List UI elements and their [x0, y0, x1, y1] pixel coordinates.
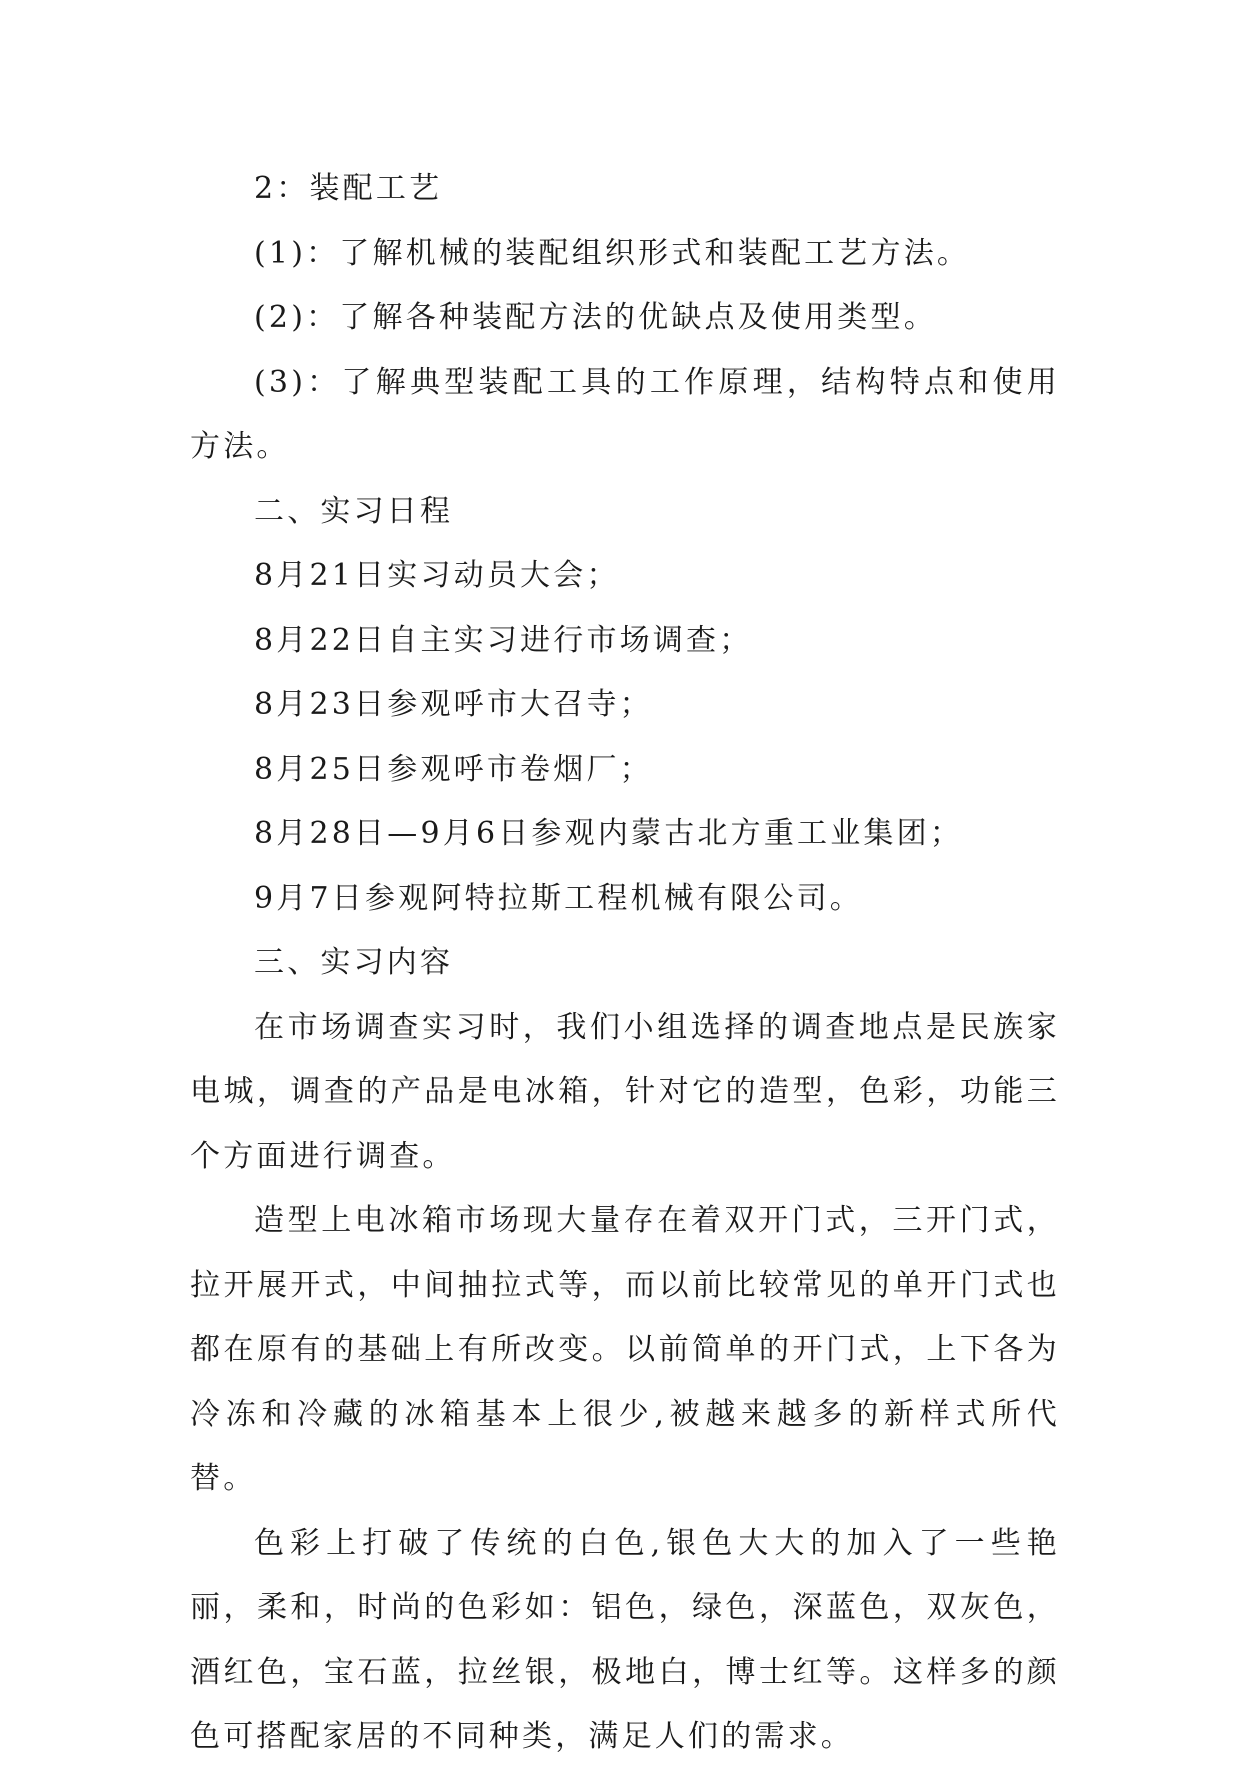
schedule-heading: 二、实习日程: [254, 493, 454, 529]
schedule-item-aug23: 8月23日参观呼市大召寺；: [254, 687, 653, 722]
schedule-item-aug28: 8月28日—9月6日参观内蒙古北方重工业集团；: [254, 816, 964, 851]
assembly-item-3: (3)：了解典型装配工具的工作原理，结构特点和使用方法。: [190, 364, 1060, 464]
schedule-item-aug25: 8月25日参观呼市卷烟厂；: [254, 751, 653, 787]
content-heading: 三、实习内容: [254, 945, 454, 980]
document-body: [190, 157, 1060, 1770]
assembly-item-2: (2)：了解各种装配方法的优缺点及使用类型。: [254, 300, 937, 335]
shape-paragraph: 造型上电冰箱市场现大量存在着双开门式，三开门式，拉开展开式，中间抽拉式等，而以前比较常见的单开门式也都在原有的基础上有所改变。以前简单的开门式，上下各为冷冻和冷藏的冰箱基本上很少,被越来越多的新样式所代替。: [190, 1203, 1060, 1496]
market-survey-paragraph: 在市场调查实习时，我们小组选择的调查地点是民族家电城，调查的产品是电冰箱，针对它的造型，色彩，功能三个方面进行调查。: [190, 1009, 1060, 1174]
assembly-process-heading: 2：装配工艺: [254, 171, 443, 206]
assembly-item-1: (1)：了解机械的装配组织形式和装配工艺方法。: [254, 235, 971, 271]
schedule-item-aug22: 8月22日自主实习进行市场调查；: [254, 622, 753, 658]
schedule-item-sep7: 9月7日参观阿特拉斯工程机械有限公司。: [254, 880, 863, 916]
schedule-item-aug21: 8月21日实习动员大会；: [254, 558, 620, 593]
color-paragraph: 色彩上打破了传统的白色,银色大大的加入了一些艳丽，柔和，时尚的色彩如：铝色，绿色，深蓝色，双灰色，酒红色，宝石蓝，拉丝银，极地白，博士红等。这样多的颜色可搭配家居的不同种类，满足人们的需求。: [190, 1525, 1060, 1754]
